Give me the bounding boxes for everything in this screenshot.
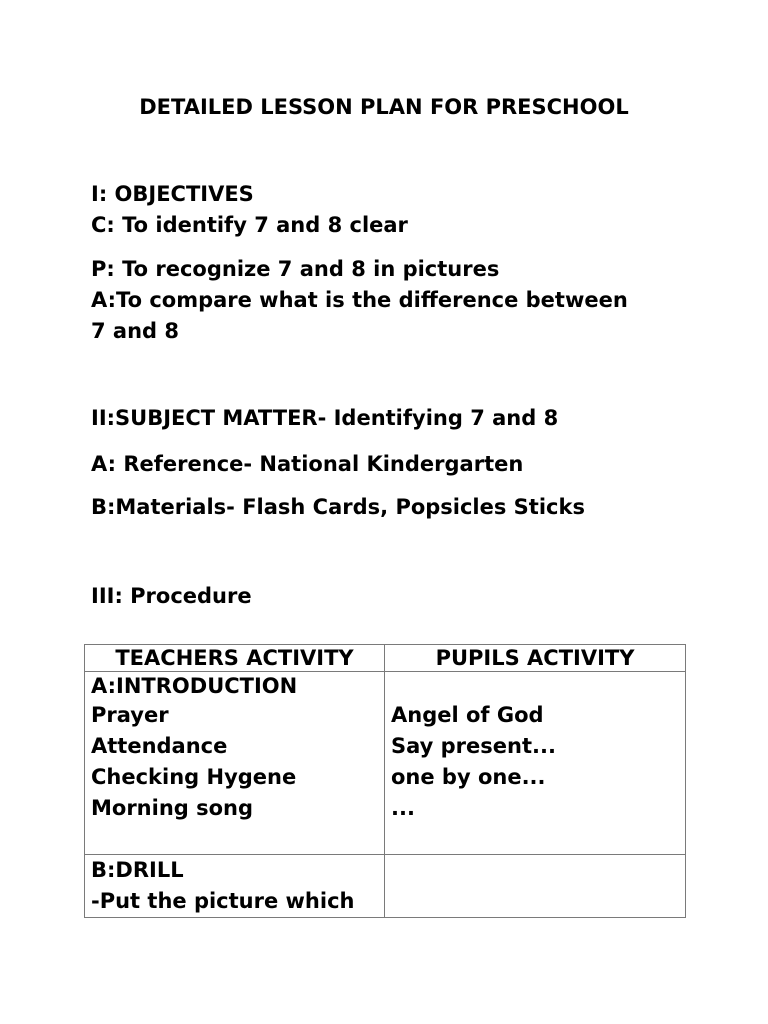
teacher-item: Attendance bbox=[91, 734, 228, 758]
table-header-row bbox=[85, 645, 686, 672]
objectives-heading: I: OBJECTIVES bbox=[91, 182, 254, 206]
pupils-activity-header: PUPILS ACTIVITY bbox=[385, 645, 686, 672]
objective-cognitive: C: To identify 7 and 8 clear bbox=[91, 213, 408, 237]
drill-teacher-cell bbox=[85, 855, 385, 918]
table-row bbox=[85, 855, 686, 918]
drill-teacher-text: -Put the picture which bbox=[91, 889, 355, 913]
introduction-pupil-cell bbox=[385, 672, 686, 855]
objective-psychomotor: P: To recognize 7 and 8 in pictures bbox=[91, 257, 500, 281]
subject-matter-heading: II:SUBJECT MATTER- Identifying 7 and 8 bbox=[91, 406, 559, 430]
introduction-heading: A:INTRODUCTION bbox=[91, 674, 298, 698]
table-row bbox=[85, 672, 686, 855]
document-title: DETAILED LESSON PLAN FOR PRESCHOOL bbox=[139, 95, 629, 119]
pupil-item: Say present... bbox=[391, 734, 556, 758]
introduction-teacher-cell bbox=[85, 672, 385, 855]
pupil-item: ... bbox=[391, 796, 415, 820]
subject-matter-reference: A: Reference- National Kindergarten bbox=[91, 452, 524, 476]
procedure-table bbox=[84, 644, 686, 918]
teachers-activity-header: TEACHERS ACTIVITY bbox=[85, 645, 385, 672]
pupil-item: one by one... bbox=[391, 765, 546, 789]
teacher-item: Morning song bbox=[91, 796, 254, 820]
teacher-item: Prayer bbox=[91, 703, 169, 727]
objective-affective-line2: 7 and 8 bbox=[91, 319, 179, 343]
objective-affective-line1: A:To compare what is the difference between bbox=[91, 288, 628, 312]
procedure-heading: III: Procedure bbox=[91, 584, 252, 608]
drill-pupil-cell bbox=[385, 855, 686, 918]
subject-matter-materials: B:Materials- Flash Cards, Popsicles Sticks bbox=[91, 495, 585, 519]
teacher-item: Checking Hygene bbox=[91, 765, 297, 789]
pupil-item: Angel of God bbox=[391, 703, 544, 727]
drill-heading: B:DRILL bbox=[91, 858, 184, 882]
